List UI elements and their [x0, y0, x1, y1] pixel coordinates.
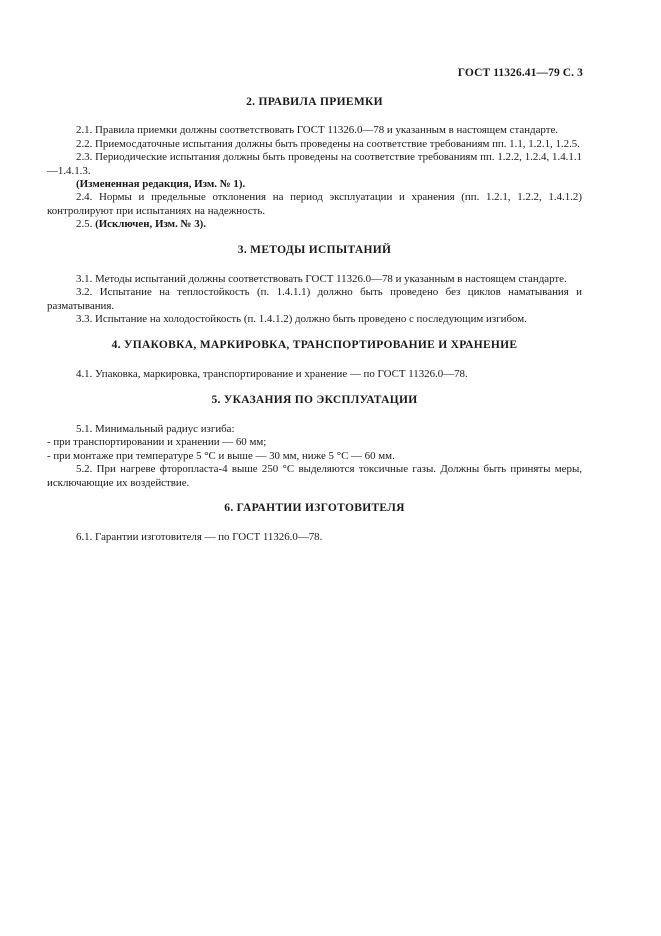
paragraph-2-2: 2.2. Приемосдаточные испытания должны быть проведены на соответствие требованиям пп. 1.1, 1.2.1, 1.2.5. [76, 137, 580, 150]
paragraph-6-1: 6.1. Гарантии изготовителя — по ГОСТ 11326.0—78. [76, 531, 323, 544]
paragraph-5-1: 5.1. Минимальный радиус изгиба: [76, 422, 235, 435]
paragraph-2-4: 2.4. Нормы и предельные отклонения на период эксплуатации и хранения (пп. 1.2.1, 1.2.2, 1.4.1.2) контролируют при испытаниях на надежность. [47, 191, 582, 217]
paragraph-3-1: 3.1. Методы испытаний должны соответствовать ГОСТ 11326.0—78 и указанным в настоящем стандарте. [76, 273, 567, 286]
paragraph-5-1-item-a: - при транспортировании и хранении — 60 мм; [47, 436, 267, 449]
paragraph-5-1-item-b: - при монтаже при температуре 5 °С и выше — 30 мм, ниже 5 °С — 60 мм. [47, 449, 395, 462]
page-header: ГОСТ 11326.41—79 С. 3 [457, 67, 583, 79]
paragraph-2-5-excluded-note: (Исключен, Изм. № 3). [95, 218, 206, 231]
paragraph-5-2: 5.2. При нагреве фторопласта-4 выше 250 °С выделяются токсичные газы. Должны быть приняты меры, исключающие их воздействие. [47, 463, 582, 489]
paragraph-2-3: 2.3. Периодические испытания должны быть проведены на соответствие требованиям пп. 1.2.2, 1.2.4, 1.4.1.1—1.4.1.3. [47, 151, 582, 177]
section-4-title: 4. УПАКОВКА, МАРКИРОВКА, ТРАНСПОРТИРОВАНИЕ И ХРАНЕНИЕ [111, 338, 518, 351]
paragraph-2-5 [47, 218, 582, 231]
document-body [47, 96, 582, 545]
section-3-title: 3. МЕТОДЫ ИСПЫТАНИЙ [237, 243, 392, 256]
section-6-title: 6. ГАРАНТИИ ИЗГОТОВИТЕЛЯ [224, 501, 405, 514]
section-2-title: 2. ПРАВИЛА ПРИЕМКИ [246, 96, 383, 108]
paragraph-3-2: 3.2. Испытание на теплостойкость (п. 1.4.1.1) должно быть проведено без циклов наматывания и разматывания. [47, 286, 582, 312]
paragraph-2-5-number: 2.5. [76, 218, 96, 231]
paragraph-3-3: 3.3. Испытание на холодостойкость (п. 1.4.1.2) должно быть проведено с последующим изгибом. [76, 313, 527, 326]
paragraph-2-1: 2.1. Правила приемки должны соответствовать ГОСТ 11326.0—78 и указанным в настоящем стандарте. [76, 124, 559, 137]
amendment-note-2-3: (Измененная редакция, Изм. № 1). [76, 178, 246, 191]
paragraph-4-1: 4.1. Упаковка, маркировка, транспортирование и хранение — по ГОСТ 11326.0—78. [76, 368, 468, 381]
section-5-title: 5. УКАЗАНИЯ ПО ЭКСПЛУАТАЦИИ [211, 393, 418, 406]
